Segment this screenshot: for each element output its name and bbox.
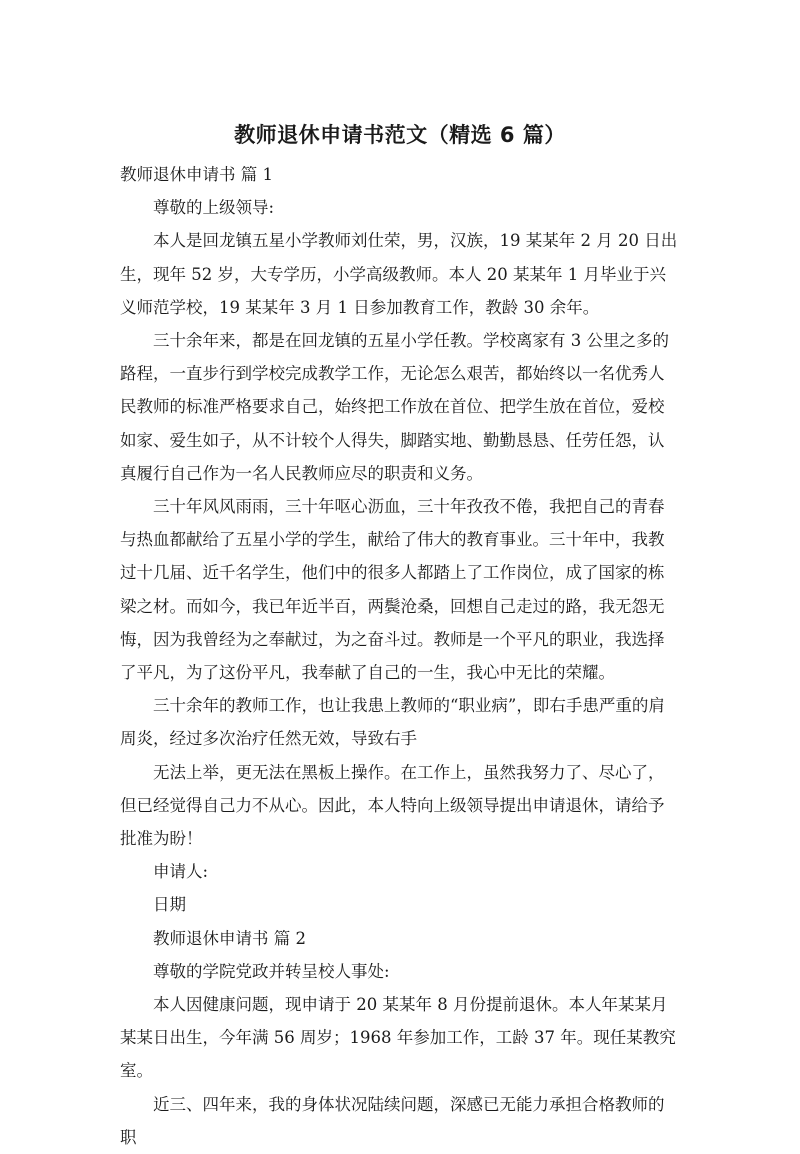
section-heading: 教师退休申请书 篇 1	[120, 165, 273, 184]
date-label: 日期	[153, 895, 186, 915]
applicant-label: 申请人:	[153, 862, 209, 882]
body-paragraph: 本人是回龙镇五星小学教师刘仕荣，男，汉族，19 某某年 2 月 20 日出生，现年 52 岁，大专学历，小学高级教师。本人 20 某某年 1 月毕业于兴义师范学校，19 某某年 3 月 1 日参加教育工作，教龄 30 余年。	[120, 231, 678, 317]
body-paragraph: 三十余年的教师工作，也让我患上教师的“职业病”，即右手患严重的肩周炎，经过多次治疗任然无效，导致右手	[120, 696, 665, 749]
salutation: 尊敬的上级领导:	[153, 198, 275, 218]
document-body	[120, 158, 680, 1154]
salutation: 尊敬的学院党政并转呈校人事处:	[153, 961, 390, 981]
body-paragraph: 三十年风风雨雨，三十年呕心沥血，三十年孜孜不倦，我把自己的青春与热血都献给了五星小学的学生，献给了伟大的教育事业。三十年中，我教过十几届、近千名学生，他们中的很多人都踏上了工作岗位，成了国家的栋梁之材。而如今，我已年近半百，两鬓沧桑，回想自己走过的路，我无怨无悔，因为我曾经为之奉献过，为之奋斗过。教师是一个平凡的职业，我选择了平凡，为了这份平凡，我奉献了自己的一生，我心中无比的荣耀。	[120, 497, 665, 683]
body-paragraph: 无法上举，更无法在黑板上操作。在工作上，虽然我努力了、尽心了，但已经觉得自己力不从心。因此，本人特向上级领导提出申请退休，请给予批准为盼！	[120, 762, 665, 849]
page-title: 教师退休申请书范文（精选 6 篇）	[234, 123, 566, 147]
body-paragraph: 近三、四年来，我的身体状况陆续问题，深感已无能力承担合格教师的职	[120, 1094, 665, 1147]
body-paragraph: 三十余年来，都是在回龙镇的五星小学任教。学校离家有 3 公里之多的路程，一直步行到学校完成教学工作，无论怎么艰苦，都始终以一名优秀人民教师的标准严格要求自己，始终把工作放在首位、把学生放在首位，爱校如家、爱生如子，从不计较个人得失，脚踏实地、勤勤恳恳、任劳任怨，认真履行自己作为一名人民教师应尽的职责和义务。	[120, 331, 669, 483]
body-paragraph: 本人因健康问题，现申请于 20 某某年 8 月份提前退休。本人年某某月某某日出生，今年满 56 周岁；1968 年参加工作，工龄 37 年。现任某教究室。	[120, 995, 676, 1081]
section-heading: 教师退休申请书 篇 2	[153, 928, 306, 948]
